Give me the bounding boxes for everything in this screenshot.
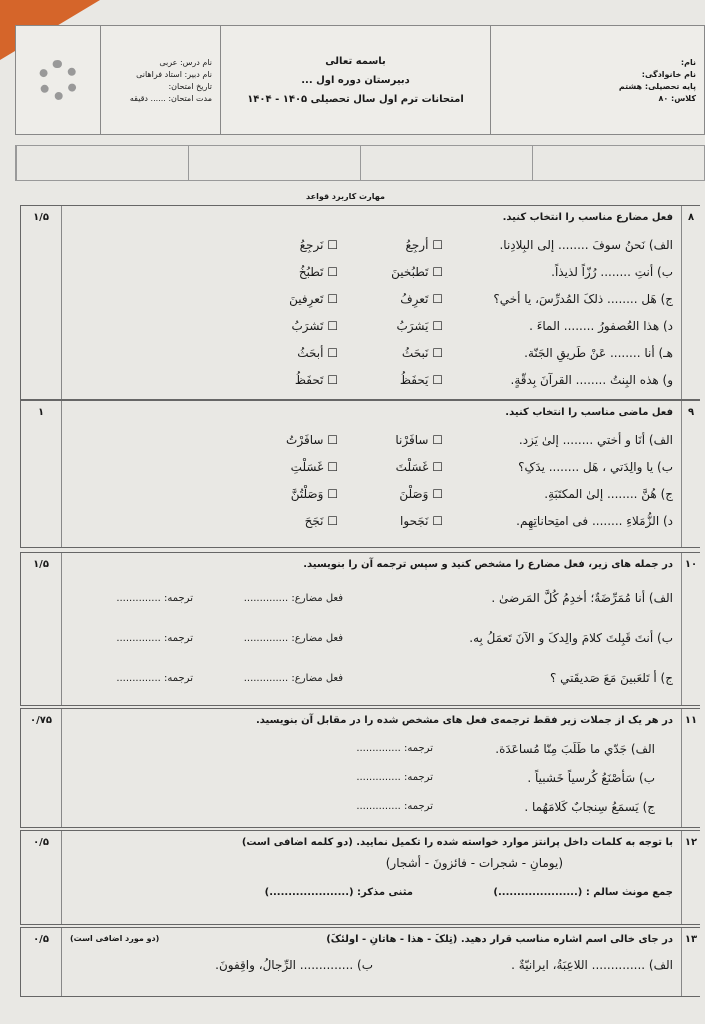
choice-row xyxy=(70,453,673,480)
instruction: با توجه به کلمات داخل پرانتز موارد خواسته شده را تکمیل نمایید. (دو کلمه اضافی است) xyxy=(241,837,673,848)
section-title: مهارت کاربرد قواعد xyxy=(306,192,385,201)
sentence: د) هذا العُصفورُ ........ الماءَ . xyxy=(529,318,673,333)
option-checkbox[interactable]: ☐ سافَرْتُ xyxy=(233,433,338,447)
word-list: (یومانِ - شجرات - فائزونَ - أشجار) xyxy=(385,856,563,870)
question-number: ۸ xyxy=(687,212,695,223)
basmala: باسمه تعالی xyxy=(325,55,386,67)
instruction: در جمله های زیر، فعل مضارع را مشخص کنید و سپس ترجمه آن را بنویسید. xyxy=(303,559,673,570)
translation-blank[interactable]: ترجمه: .............. xyxy=(356,801,433,812)
question-number: ۹ xyxy=(687,407,695,418)
option-checkbox[interactable]: ☐ وَصَلْنَ xyxy=(338,487,443,501)
choice-row xyxy=(70,339,673,366)
course-info xyxy=(101,26,221,134)
option-checkbox[interactable]: ☐ غَسَلْتِ xyxy=(233,460,338,474)
option-checkbox[interactable]: ☐ نَجَحوا xyxy=(338,514,443,528)
question-11 xyxy=(20,708,700,828)
choice-row xyxy=(70,366,673,393)
logo-sun-icon xyxy=(38,60,78,100)
sentence: الف) أنا مُمَرِّضَةٌ؛ أخدِمُ کُلَّ المَرضیٰ . xyxy=(491,591,673,605)
blank-a[interactable]: الف) .............. اللاعِبَةُ، ایرانیّةٌ . xyxy=(511,958,673,972)
option-checkbox[interactable]: ☐ وَصَلْتُنَّ xyxy=(233,487,338,501)
sentence: و) هذه البِنتُ ........ القرآنَ بِدقّةٍ. xyxy=(510,372,673,387)
sentence: ب) یا والِدَتي ، هَل ........ یدَکِ؟ xyxy=(518,459,673,474)
student-family: نام خانوادگی: xyxy=(641,69,696,79)
sentence: ب) أنتَ قَبِلتَ کلامَ والِدکَ و الآنَ تَعمَلُ بِه. xyxy=(469,631,673,645)
sentence: الف) أنَا و أختي ........ إلیٰ یَزد. xyxy=(518,432,673,447)
translation-blank[interactable]: ترجمه: .............. xyxy=(116,592,193,604)
choice-row xyxy=(70,507,673,534)
student-name: نام: xyxy=(680,57,696,67)
sentence: ج) أ تَلعَبینَ مَعَ صَدیقَتي ؟ xyxy=(549,671,673,685)
option-checkbox[interactable]: ☐ غَسَلْتَ xyxy=(338,460,443,474)
grading-table xyxy=(15,145,705,181)
option-checkbox[interactable]: ☐ تَشرَبُ xyxy=(233,319,338,333)
question-8 xyxy=(20,205,700,400)
translation-blank[interactable]: ترجمه: .............. xyxy=(116,632,193,644)
verb-blank[interactable]: فعل مضارع: .............. xyxy=(243,672,343,684)
option-checkbox[interactable]: ☐ نَبحَثُ xyxy=(338,346,443,360)
option-checkbox[interactable]: ☐ تَعرِفینَ xyxy=(233,292,338,306)
exam-title: امتحانات ترم اول سال تحصیلی ۱۴۰۵ - ۱۴۰۴ xyxy=(247,93,464,105)
score: ۰/۵ xyxy=(33,934,49,945)
sentence: الف) نَحنُ سوفَ ........ إلی البِلادِنا. xyxy=(499,237,673,252)
instruction: در جای خالی اسم اشاره مناسب قرار دهید. (تِلکَ - هذا - هاتانِ - اولئکَ) xyxy=(326,934,673,945)
question-number: ۱۳ xyxy=(684,934,698,945)
question-12 xyxy=(20,830,700,925)
choice-row xyxy=(70,312,673,339)
question-number: ۱۱ xyxy=(684,715,698,726)
choice-row xyxy=(70,480,673,507)
option-checkbox[interactable]: ☐ تَطبُخینَ xyxy=(338,265,443,279)
translation-blank[interactable]: ترجمه: .............. xyxy=(356,772,433,783)
question-number: ۱۲ xyxy=(684,837,698,848)
sentence: د) الزُّمَلاءِ ........ فی امتِحاناتِهِم. xyxy=(516,513,673,528)
option-checkbox[interactable]: ☐ أبحَثُ xyxy=(233,346,338,360)
translation-blank[interactable]: ترجمه: .............. xyxy=(356,743,433,754)
sentence: الف) جَدّي ما طَلَبَ مِنّا مُساعَدَة. xyxy=(495,741,655,756)
score: ۰/۵ xyxy=(33,837,49,848)
exam-header xyxy=(15,25,705,135)
question-13 xyxy=(20,927,700,997)
dual-masculine-blank[interactable]: مثنی مذکر: (.....................) xyxy=(264,886,413,898)
option-checkbox[interactable]: ☐ تَطبُخُ xyxy=(233,265,338,279)
instruction: در هر یک از جملات زیر فقط ترجمه‌ی فعل های مشخص شده را در مقابل آن بنویسید. xyxy=(255,715,673,726)
sentence: هـ) أنا ........ عَنْ طَریقِ الجَنّة. xyxy=(524,345,673,360)
choice-row xyxy=(70,285,673,312)
score: ۱/۵ xyxy=(33,559,49,570)
verb-blank[interactable]: فعل مضارع: .............. xyxy=(243,592,343,604)
option-checkbox[interactable]: ☐ تَعرِفُ xyxy=(338,292,443,306)
question-9 xyxy=(20,400,700,548)
translation-blank[interactable]: ترجمه: .............. xyxy=(116,672,193,684)
sentence: ج) یَسمَعُ سِنجابٌ کَلامَهُما . xyxy=(524,799,655,814)
option-checkbox[interactable]: ☐ یَحفَظُ xyxy=(338,373,443,387)
score: ۰/۷۵ xyxy=(30,715,52,726)
grade: پایه تحصیلی: هشتم xyxy=(618,81,696,91)
class: کلاس: ۸۰ xyxy=(658,93,696,103)
exam-date: تاریخ امتحان: xyxy=(168,81,212,91)
choice-row xyxy=(70,258,673,285)
sentence: ج) هَل ........ ذلکَ المُدرِّسَ، یا أخي؟ xyxy=(493,291,673,306)
option-checkbox[interactable]: ☐ نَرجِعُ xyxy=(233,238,338,252)
student-info xyxy=(491,26,704,134)
feminine-plural-blank[interactable]: جمع مونث سالم : (.....................) xyxy=(493,886,673,898)
score: ۱/۵ xyxy=(33,212,49,223)
instruction: فعل مضارع مناسب را انتخاب کنید. xyxy=(502,212,673,223)
sentence: ج) هُنَّ ........ إلیٰ المکتَبَةِ. xyxy=(544,486,673,501)
option-checkbox[interactable]: ☐ یَشرَبُ xyxy=(338,319,443,333)
question-number: ۱۰ xyxy=(684,559,698,570)
instruction: فعل ماضی مناسب را انتخاب کنید. xyxy=(505,407,673,418)
question-10 xyxy=(20,552,700,706)
option-checkbox[interactable]: ☐ نَجَحَ xyxy=(233,514,338,528)
note: (دو مورد اضافی است) xyxy=(70,934,160,943)
sentence: ب) أنتِ ........ رُزّاً لذیذاً. xyxy=(551,264,673,279)
choice-row xyxy=(70,426,673,453)
exam-title-block xyxy=(221,26,491,134)
teacher-name: نام دبیر: استاد فراهانی xyxy=(136,69,212,79)
blank-b[interactable]: ب) .............. الرِّجالُ، واقِفونَ. xyxy=(215,958,373,972)
verb-blank[interactable]: فعل مضارع: .............. xyxy=(243,632,343,644)
school-logo xyxy=(16,26,101,134)
option-checkbox[interactable]: ☐ أرجِعُ xyxy=(338,238,443,252)
option-checkbox[interactable]: ☐ سافَرْنا xyxy=(338,433,443,447)
choice-row xyxy=(70,231,673,258)
course-name: نام درس: عربی xyxy=(159,57,212,67)
exam-duration: مدت امتحان: ...... دقیقه xyxy=(129,93,212,103)
option-checkbox[interactable]: ☐ تَحفَظُ xyxy=(233,373,338,387)
score: ۱ xyxy=(37,407,45,418)
sentence: ب) سَأصْنَعُ کُرسیاً خَشبیاً . xyxy=(527,770,655,785)
school-name: دبیرستان دوره اول ... xyxy=(301,74,410,86)
